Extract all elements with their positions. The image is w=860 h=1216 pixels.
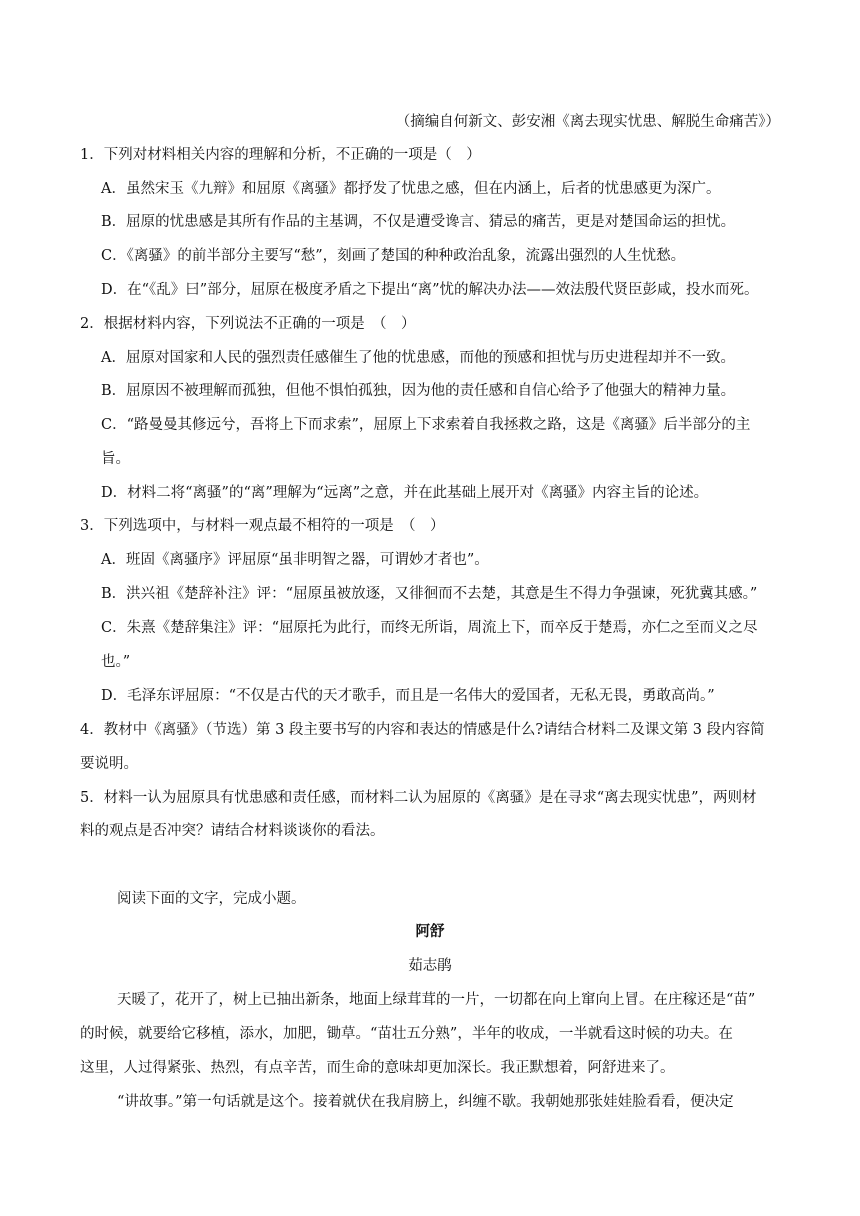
question-3-stem: 3．下列选项中，与材料一观点最不相符的一项是 （ ） — [80, 518, 445, 534]
question-3-option-a: A．班固《离骚序》评屈原“虽非明智之器，可谓妙才者也”。 — [101, 552, 489, 568]
passage-line-3: 这里，人过得紧张、热烈，有点辛苦，而生命的意味却更加深长。我正默想着，阿舒进来了。 — [80, 1060, 675, 1076]
question-1-option-d: D．在“《乱》曰”部分，屈原在极度矛盾之下提出“离”忧的解决办法——效法殷代贤臣彭咸，投水而死。 — [101, 282, 759, 298]
question-2-stem: 2．根据材料内容，下列说法不正确的一项是 （ ） — [80, 316, 416, 332]
question-2-option-c: C．“路曼曼其修远兮，吾将上下而求索”，屈原上下求索着自我拯救之路，这是《离骚》后半部分的主 — [101, 417, 751, 433]
question-2-option-d: D．材料二将“离骚”的“离”理解为“远离”之意，并在此基础上展开对《离骚》内容主旨的论述。 — [101, 485, 709, 501]
question-3-option-c-cont: 也。” — [101, 654, 131, 670]
question-3-option-d: D．毛泽东评屈原：“不仅是古代的天才歌手，而且是一名伟大的爱国者，无私无畏，勇敢高尚。” — [101, 688, 715, 704]
question-1-option-a: A．虽然宋玉《九辩》和屈原《离骚》都抒发了忧患之感，但在内涵上，后者的忧患感更为深广。 — [101, 181, 721, 197]
question-2-option-a: A．屈原对国家和人民的强烈责任感催生了他的忧患感，而他的预感和担忧与历史进程却并不一致。 — [101, 350, 735, 366]
question-1-option-b: B．屈原的忧患感是其所有作品的主基调，不仅是遭受谗言、猜忌的痛苦，更是对楚国命运的担忧。 — [101, 214, 736, 230]
passage-author: 茹志鹃 — [408, 958, 452, 974]
question-5-cont: 料的观点是否冲突？请结合材料谈谈你的看法。 — [80, 823, 385, 839]
question-1-stem: 1．下列对材料相关内容的理解和分析，不正确的一项是（ ） — [80, 147, 481, 163]
passage-title: 阿舒 — [415, 923, 445, 940]
question-4-cont: 要说明。 — [80, 756, 138, 772]
question-2-option-c-cont: 旨。 — [101, 451, 130, 467]
question-2-option-b: B．屈原因不被理解而孤独，但他不惧怕孤独，因为他的责任感和自信心给予了他强大的精神力量。 — [101, 383, 736, 399]
question-3-option-b: B．洪兴祖《楚辞补注》评：“屈原虽被放逐，又徘徊而不去楚，其意是生不得力争强谏，死犹冀其感。” — [101, 586, 758, 602]
source-citation: （摘编自何新文、彭安湘《离去现实忧患、解脱生命痛苦》） — [395, 114, 780, 130]
passage-line-2: 的时候，就要给它移植，添水，加肥，锄草。“苗壮五分熟”，半年的收成，一半就看这时候的功夫。在 — [80, 1026, 733, 1042]
question-5-stem: 5．材料一认为屈原具有忧患感和责任感，而材料二认为屈原的《离骚》是在寻求“离去现实忧患”，两则材 — [80, 790, 757, 806]
passage-line-4: “讲故事。”第一句话就是这个。接着就伏在我肩膀上，纠缠不歇。我朝她那张娃娃脸看看，便决定 — [117, 1094, 734, 1110]
question-4-stem: 4．教材中《离骚》（节选）第 3 段主要书写的内容和表达的情感是什么?请结合材料二及课文第 3 段内容简 — [80, 722, 765, 738]
reading-instruction: 阅读下面的文字，完成小题。 — [117, 891, 306, 907]
passage-line-1: 天暖了，花开了，树上已抽出新条，地面上绿茸茸的一片，一切都在向上窜向上冒。在庄稼还是“苗” — [117, 992, 756, 1008]
question-3-option-c: C．朱熹《楚辞集注》评：“屈原托为此行，而终无所诣，周流上下，而卒反于楚焉，亦仁之至而义之尽 — [101, 620, 758, 636]
question-1-option-c: C．《离骚》的前半部分主要写“愁”，刻画了楚国的种种政治乱象，流露出强烈的人生忧愁。 — [101, 248, 686, 264]
